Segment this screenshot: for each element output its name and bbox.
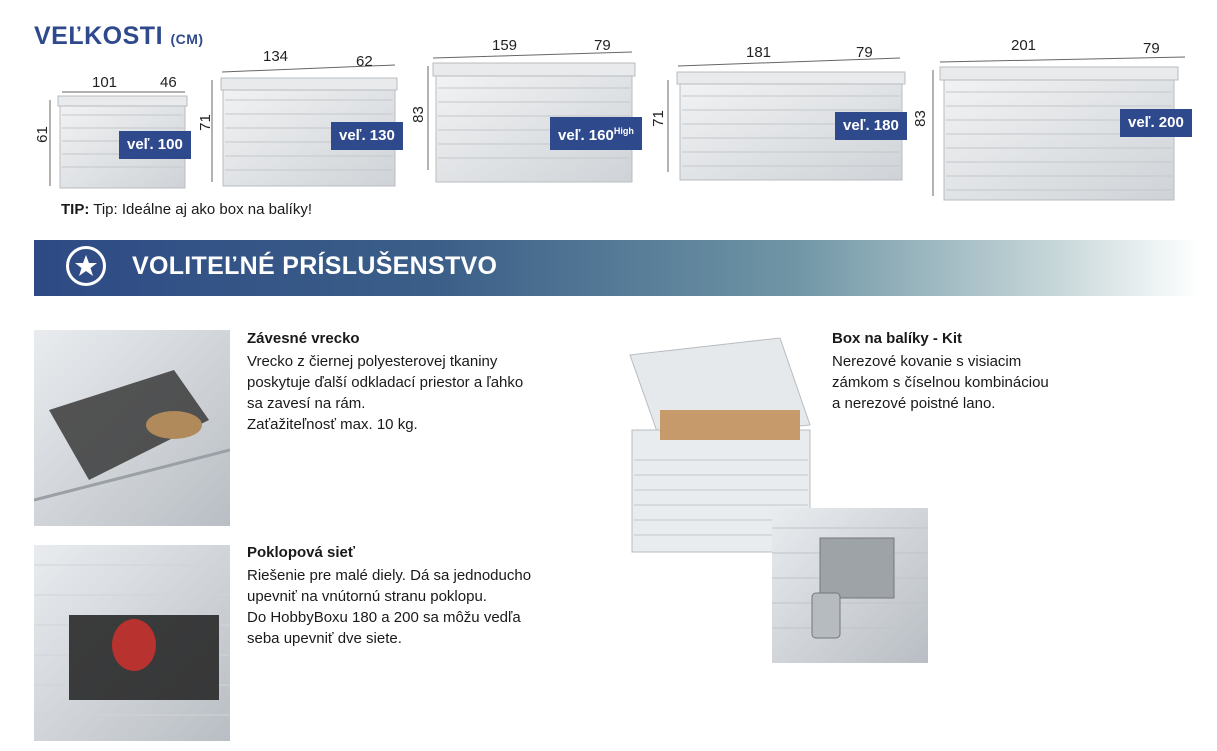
accessory-description — [832, 351, 1162, 414]
tip-line — [61, 201, 312, 218]
size-180-height: 71 — [649, 110, 667, 127]
accessory-line: poskytuje ďalší odkladací priestor a ľahko — [247, 374, 524, 391]
title-unit: (CM) — [170, 31, 204, 47]
size-180-width: 181 — [746, 44, 772, 61]
size-180-badge: veľ. 180 — [835, 112, 907, 140]
accessory-line: a nerezové poistné lano. — [832, 395, 996, 412]
tip-text: Tip: Ideálne aj ako box na balíky! — [89, 201, 312, 218]
accessory-line: sa zavesí na rám. — [247, 395, 366, 412]
size-160-width: 159 — [492, 37, 518, 54]
size-160-badge-label: veľ. 160 — [558, 127, 614, 144]
size-200-badge: veľ. 200 — [1120, 109, 1192, 137]
accessory-parcel-kit — [832, 330, 1162, 414]
size-130-depth: 62 — [356, 53, 373, 70]
padlock-detail-photo — [772, 508, 928, 663]
box-illustrations — [0, 0, 1217, 210]
section-title: VOLITEĽNÉ PRÍSLUŠENSTVO — [132, 252, 498, 280]
accessory-description — [247, 565, 577, 649]
size-200-depth: 79 — [1143, 40, 1160, 57]
size-100-height: 61 — [33, 126, 51, 143]
hanging-bag-photo — [34, 330, 230, 526]
size-130-badge: veľ. 130 — [331, 122, 403, 150]
accessory-lid-net — [247, 544, 577, 649]
size-130-width: 134 — [263, 48, 289, 65]
accessory-line: zámkom s číselnou kombináciou — [832, 374, 1049, 391]
size-100-width: 101 — [92, 74, 118, 91]
size-100-badge: veľ. 100 — [119, 131, 191, 159]
accessory-hanging-bag — [247, 330, 577, 435]
accessory-description — [247, 351, 577, 435]
star-icon — [66, 246, 106, 286]
tip-label: TIP: — [61, 201, 90, 218]
size-160-height: 83 — [409, 106, 427, 123]
size-200-height: 83 — [911, 110, 929, 127]
size-160-badge-sup: High — [613, 126, 634, 136]
lid-net-photo — [34, 545, 230, 741]
accessory-line: Zaťažiteľnosť max. 10 kg. — [247, 416, 418, 433]
accessory-line: Do HobbyBoxu 180 a 200 sa môžu vedľa — [247, 609, 521, 626]
size-180-depth: 79 — [856, 44, 873, 61]
accessory-line: Vrecko z čiernej polyesterovej tkaniny — [247, 353, 498, 370]
size-160-depth: 79 — [594, 37, 611, 54]
size-160-badge — [550, 117, 642, 150]
size-200-width: 201 — [1011, 37, 1037, 54]
title-main: VEĽKOSTI — [34, 22, 164, 50]
accessory-line: Riešenie pre malé diely. Dá sa jednoducho — [247, 567, 532, 584]
accessory-title: Závesné vrecko — [247, 330, 360, 347]
size-100-depth: 46 — [160, 74, 177, 91]
accessory-line: upevniť na vnútornú stranu poklopu. — [247, 588, 487, 605]
accessory-line: Nerezové kovanie s visiacim — [832, 353, 1022, 370]
accessory-title: Poklopová sieť — [247, 544, 356, 561]
accessory-line: seba upevniť dve siete. — [247, 630, 402, 647]
size-130-height: 71 — [196, 114, 214, 131]
accessory-title: Box na balíky - Kit — [832, 330, 963, 347]
